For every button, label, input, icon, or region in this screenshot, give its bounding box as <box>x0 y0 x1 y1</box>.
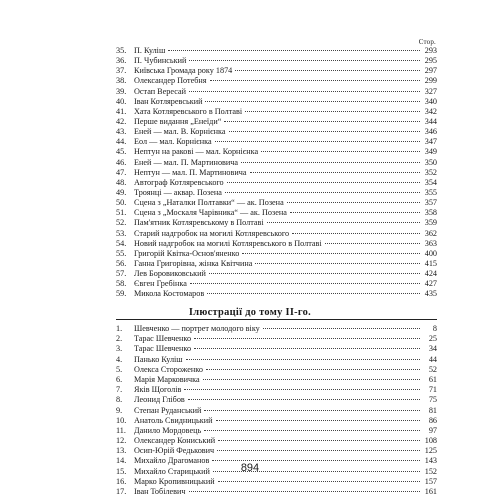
item-number: 42. <box>116 116 127 126</box>
item-title: Еол — мал. Корнієнка <box>134 137 212 147</box>
list-item <box>116 289 437 299</box>
item-number: 58. <box>116 279 127 289</box>
dot-leader <box>186 359 420 360</box>
item-page-number: 61 <box>428 374 437 384</box>
item-page-number: 52 <box>428 364 437 374</box>
list-item <box>116 188 437 198</box>
list-item <box>116 426 437 436</box>
item-page-number: 357 <box>424 198 437 208</box>
item-number: 2. <box>116 334 123 344</box>
item-page-number: 327 <box>424 86 437 96</box>
dot-leader <box>194 338 420 339</box>
dot-leader <box>189 60 420 61</box>
list-item <box>116 127 437 137</box>
item-number: 11. <box>116 425 126 435</box>
item-number: 46. <box>116 157 127 167</box>
item-page-number: 295 <box>424 56 437 66</box>
list-item <box>116 487 437 497</box>
item-number: 6. <box>116 374 123 384</box>
item-title: Григорій Квітка-Основ'яненко <box>134 248 240 258</box>
item-number: 8. <box>116 395 123 405</box>
item-title: Яків Щоголів <box>134 385 182 395</box>
item-number: 48. <box>116 177 127 187</box>
item-title: Хата Котляревського в Полтаві <box>134 106 243 116</box>
dot-leader <box>227 182 420 183</box>
dot-leader <box>190 283 420 284</box>
item-title: Євген Гребінка <box>134 279 187 289</box>
dot-leader <box>217 450 420 451</box>
list-item <box>116 137 437 147</box>
dot-leader <box>245 111 420 112</box>
dot-leader <box>250 172 420 173</box>
item-title: Нептун на ракові — мал. Корнієнка <box>134 147 259 157</box>
item-page-number: 152 <box>424 466 437 476</box>
item-number: 5. <box>116 364 123 374</box>
dot-leader <box>216 420 420 421</box>
item-title: Еней — мал. В. Корнієнка <box>134 127 226 137</box>
dot-leader <box>325 243 420 244</box>
dot-leader <box>215 141 420 142</box>
dot-leader <box>261 151 420 152</box>
item-number: 55. <box>116 248 127 258</box>
list-item <box>116 355 437 365</box>
list-item <box>116 158 437 168</box>
item-number: 13. <box>116 446 127 456</box>
item-number: 9. <box>116 405 123 415</box>
page-number: 894 <box>240 462 260 474</box>
item-number: 56. <box>116 258 127 268</box>
item-number: 15. <box>116 466 127 476</box>
item-number: 45. <box>116 147 127 157</box>
item-page-number: 34 <box>428 344 437 354</box>
page-column-label: Стор. <box>418 38 436 46</box>
dot-leader <box>287 202 420 203</box>
item-number: 10. <box>116 415 127 425</box>
title-underline <box>116 319 437 320</box>
item-page-number: 358 <box>424 208 437 218</box>
item-page-number: 424 <box>424 269 437 279</box>
dot-leader <box>218 440 420 441</box>
item-title: П. Куліш <box>134 46 166 55</box>
list-item <box>116 385 437 395</box>
item-number: 37. <box>116 66 127 76</box>
item-title: Лев Боровиковський <box>134 269 206 279</box>
dot-leader <box>203 379 420 380</box>
item-title: Остап Вересай <box>134 86 186 96</box>
item-number: 14. <box>116 456 127 466</box>
item-number: 16. <box>116 476 127 486</box>
item-number: 51. <box>116 208 127 218</box>
list-item <box>116 279 437 289</box>
item-number: 39. <box>116 86 127 96</box>
list-item <box>116 56 437 66</box>
item-title: Троянці — аквар. Позена <box>134 187 222 197</box>
list-item <box>116 406 437 416</box>
item-page-number: 297 <box>424 66 437 76</box>
list-item <box>116 334 437 344</box>
list-item <box>116 365 437 375</box>
item-title: Анатоль Свидницький <box>134 415 213 425</box>
illustrations-list-vol1 <box>116 46 437 300</box>
item-title: Перше видання „Енеїди“ <box>134 116 222 126</box>
item-page-number: 299 <box>424 76 437 86</box>
item-number: 36. <box>116 56 127 66</box>
item-number: 12. <box>116 436 127 446</box>
section-title: Ілюстрації до тому ІІ-го. <box>188 307 312 318</box>
list-item <box>116 269 437 279</box>
item-title: Михайло Старицький <box>134 466 210 476</box>
dot-leader <box>255 263 420 264</box>
item-page-number: 44 <box>428 354 437 364</box>
dot-leader <box>184 389 420 390</box>
item-number: 7. <box>116 385 123 395</box>
item-page-number: 125 <box>424 446 437 456</box>
item-page-number: 340 <box>424 96 437 106</box>
item-page-number: 359 <box>424 218 437 228</box>
list-item <box>116 87 437 97</box>
item-page-number: 25 <box>428 334 437 344</box>
item-page-number: 81 <box>428 405 437 415</box>
item-title: Олекса Стороженко <box>134 364 203 374</box>
dot-leader <box>204 410 420 411</box>
item-page-number: 75 <box>428 395 437 405</box>
item-number: 52. <box>116 218 127 228</box>
item-page-number: 400 <box>424 248 437 258</box>
item-title: Київська Громада року 1874 <box>134 66 233 76</box>
item-title: Іван Тобілевич <box>134 487 186 496</box>
item-page-number: 347 <box>424 137 437 147</box>
item-page-number: 363 <box>424 238 437 248</box>
dot-leader <box>207 293 420 294</box>
item-title: Михайло Драгоманов <box>134 456 210 466</box>
item-title: Шевченко — портрет молодого віку <box>134 324 260 333</box>
dot-leader <box>188 399 420 400</box>
dot-leader <box>263 328 420 329</box>
dot-leader <box>224 121 420 122</box>
item-number: 50. <box>116 198 127 208</box>
list-item <box>116 229 437 239</box>
dot-leader <box>168 50 420 51</box>
item-title: Панько Куліш <box>134 354 183 364</box>
item-page-number: 354 <box>424 177 437 187</box>
item-title: Олександер Кониський <box>134 436 216 446</box>
list-item <box>116 46 437 56</box>
dot-leader <box>225 192 420 193</box>
list-item <box>116 249 437 259</box>
item-title: Леонид Глібов <box>134 395 185 405</box>
dot-leader <box>189 91 420 92</box>
item-number: 38. <box>116 76 127 86</box>
item-page-number: 293 <box>424 46 437 55</box>
dot-leader <box>204 430 420 431</box>
dot-leader <box>290 212 420 213</box>
dot-leader <box>242 253 420 254</box>
item-title: Автограф Котляревського <box>134 177 224 187</box>
dot-leader <box>241 162 420 163</box>
item-page-number: 346 <box>424 127 437 137</box>
item-page-number: 352 <box>424 167 437 177</box>
item-page-number: 350 <box>424 157 437 167</box>
item-title: Осип-Юрій Федькович <box>134 446 215 456</box>
item-number: 49. <box>116 187 127 197</box>
item-page-number: 86 <box>428 415 437 425</box>
item-page-number: 157 <box>424 476 437 486</box>
list-item <box>116 168 437 178</box>
list-item <box>116 107 437 117</box>
item-number: 44. <box>116 137 127 147</box>
item-title: Тарас Шевченко <box>134 344 192 354</box>
item-page-number: 108 <box>424 436 437 446</box>
item-title: Данило Мордовець <box>134 425 202 435</box>
item-number: 53. <box>116 228 127 238</box>
list-item <box>116 178 437 188</box>
item-page-number: 71 <box>428 385 437 395</box>
dot-leader <box>235 70 420 71</box>
list-item <box>116 436 437 446</box>
item-number: 57. <box>116 269 127 279</box>
list-item <box>116 198 437 208</box>
dot-leader <box>267 222 420 223</box>
item-page-number: 435 <box>424 289 437 299</box>
item-page-number: 344 <box>424 116 437 126</box>
list-item <box>116 117 437 127</box>
item-page-number: 161 <box>424 487 437 496</box>
list-item <box>116 446 437 456</box>
item-title: Ганна Григорівна, жінка Квітчина <box>134 258 253 268</box>
item-title: Марія Марковичка <box>134 374 200 384</box>
list-item <box>116 76 437 86</box>
list-item <box>116 97 437 107</box>
item-page-number: 349 <box>424 147 437 157</box>
list-item <box>116 259 437 269</box>
list-item <box>116 239 437 249</box>
list-item <box>116 395 437 405</box>
item-page-number: 8 <box>432 324 437 333</box>
item-title: Старий надгробок на могилі Котляревського <box>134 228 290 238</box>
item-number: 4. <box>116 354 123 364</box>
dot-leader <box>229 131 420 132</box>
item-number: 41. <box>116 106 127 116</box>
list-item <box>116 416 437 426</box>
list-item <box>116 208 437 218</box>
item-title: Сцена з „Наталки Полтавки“ — ак. Позена <box>134 198 284 208</box>
item-title: Еней — мал. П. Мартиновича <box>134 157 239 167</box>
dot-leader <box>189 491 420 492</box>
item-title: Сцена з „Москаля Чарівника“ — ак. Позена <box>134 208 287 218</box>
list-item <box>116 66 437 76</box>
item-title: Пам'ятник Котляревському в Полтаві <box>134 218 264 228</box>
item-number: 54. <box>116 238 127 248</box>
list-item <box>116 218 437 228</box>
item-number: 47. <box>116 167 127 177</box>
item-title: Тарас Шевченко <box>134 334 192 344</box>
item-page-number: 355 <box>424 187 437 197</box>
item-title: Нептун — мал. П. Мартиновича <box>134 167 247 177</box>
item-page-number: 143 <box>424 456 437 466</box>
dot-leader <box>209 273 420 274</box>
item-number: 35. <box>116 46 127 55</box>
item-page-number: 415 <box>424 258 437 268</box>
list-item <box>116 477 437 487</box>
dot-leader <box>292 233 420 234</box>
dot-leader <box>210 80 420 81</box>
item-title: Олександер Потебня <box>134 76 207 86</box>
item-title: Марко Кропивницький <box>134 476 215 486</box>
dot-leader <box>194 348 420 349</box>
list-item <box>116 324 437 334</box>
item-title: Степан Руданський <box>134 405 202 415</box>
item-page-number: 427 <box>424 279 437 289</box>
dot-leader <box>205 101 420 102</box>
item-title: Іван Котляревський <box>134 96 203 106</box>
item-number: 3. <box>116 344 123 354</box>
dot-leader <box>218 481 420 482</box>
item-page-number: 362 <box>424 228 437 238</box>
item-number: 17. <box>116 487 127 496</box>
list-item <box>116 375 437 385</box>
list-item <box>116 344 437 354</box>
item-page-number: 97 <box>428 425 437 435</box>
item-page-number: 342 <box>424 106 437 116</box>
item-title: Новий надгробок на могилі Котляревського в Полтаві <box>134 238 322 248</box>
item-title: Микола Костомаров <box>134 289 205 299</box>
item-title: П. Чубинський <box>134 56 187 66</box>
item-number: 40. <box>116 96 127 106</box>
dot-leader <box>206 369 420 370</box>
item-number: 59. <box>116 289 127 299</box>
item-number: 43. <box>116 127 127 137</box>
list-item <box>116 147 437 157</box>
item-number: 1. <box>116 324 123 333</box>
